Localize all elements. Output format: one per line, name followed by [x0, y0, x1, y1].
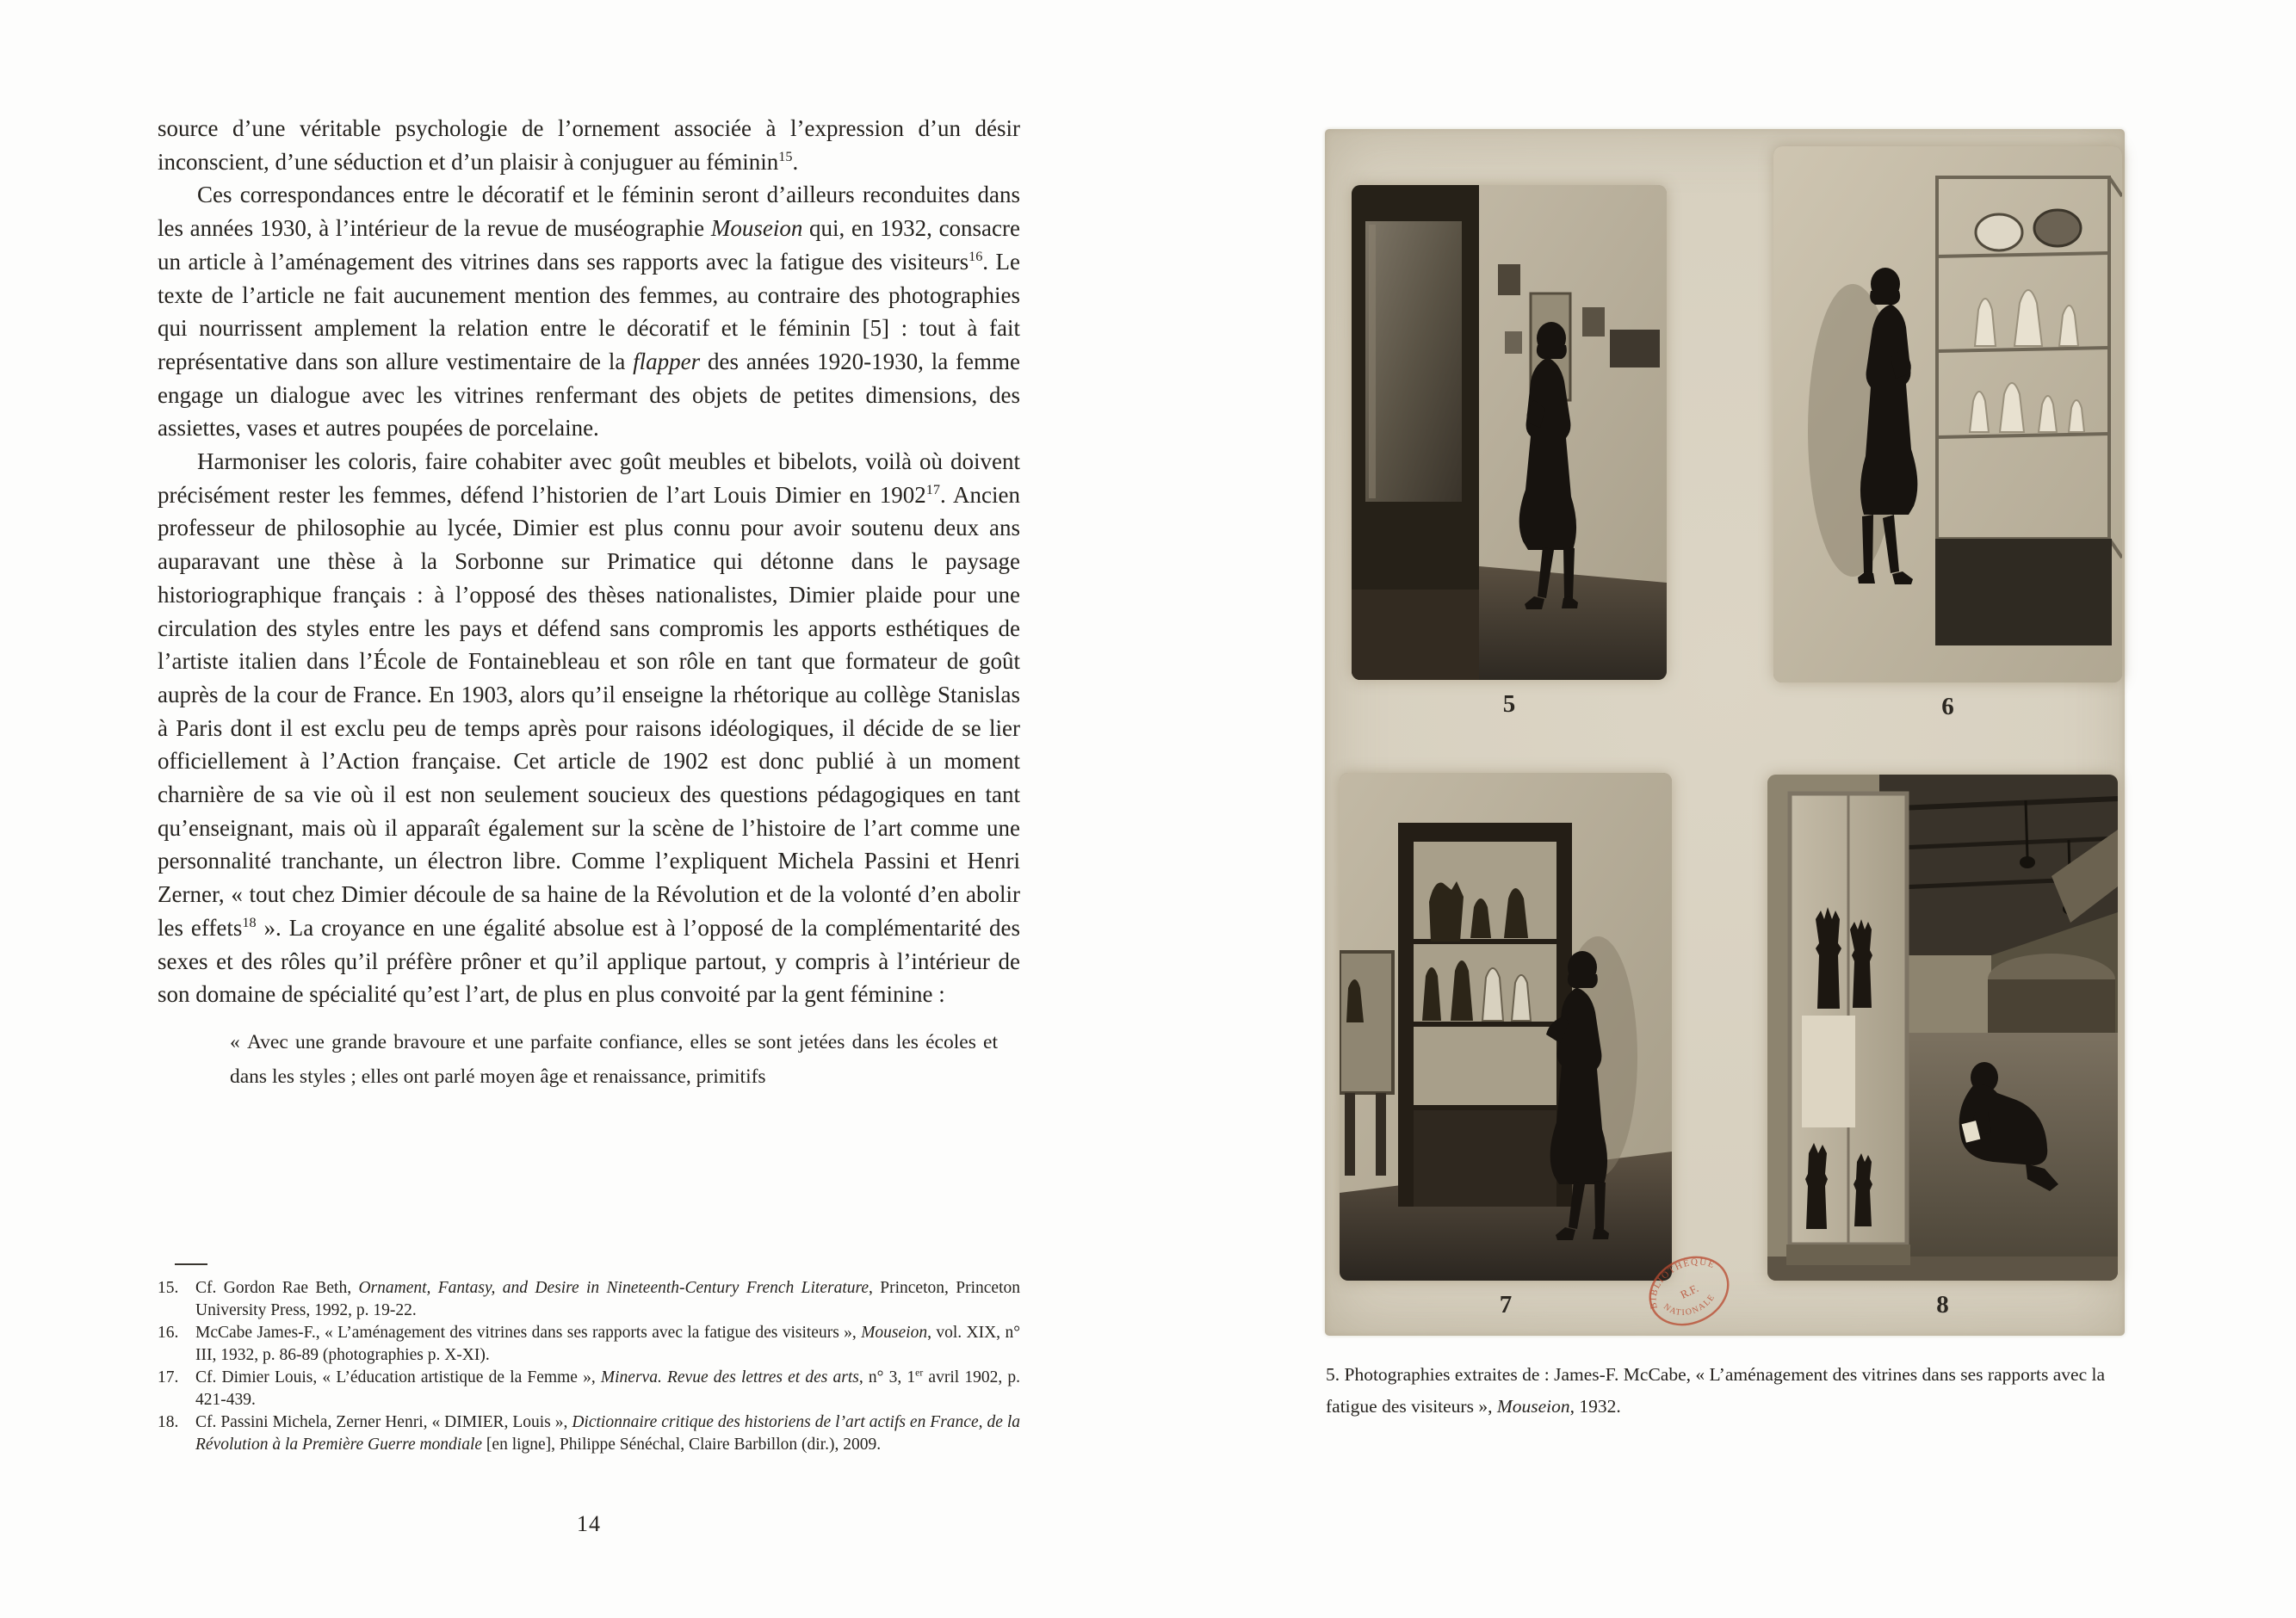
stamp-text-top: BIBLIOTHÈQUE	[1648, 1257, 1717, 1311]
footnote-16	[158, 1322, 1020, 1367]
footnote-text: Cf. Passini Michela, Zerner Henri, « DIMIER, Louis », Dictionnaire critique des historiens de l’art actifs en France, de la Révolution à la Première Guerre mondiale [en ligne], Philippe Sénéchal, Claire Barbillon (dir.), 2009.	[195, 1413, 1020, 1454]
footnote-15	[158, 1277, 1020, 1322]
page-number: 14	[577, 1511, 601, 1536]
footnote-number: 18.	[158, 1413, 179, 1431]
figure-5	[1352, 185, 1667, 718]
footnote-text: Cf. Gordon Rae Beth, Ornament, Fantasy, and Desire in Nineteenth-Century French Literature, Princeton, Princeton University Press, 1992, p. 19-22.	[195, 1279, 1020, 1319]
figure-7-illustration	[1340, 773, 1672, 1281]
figure-5-photo	[1352, 185, 1667, 680]
footnote-number: 15.	[158, 1279, 179, 1297]
footnotes-block	[158, 1263, 1020, 1456]
figure-6-illustration	[1773, 146, 2122, 682]
left-page-text-column	[158, 112, 1020, 1094]
photo-plate-page	[1325, 129, 2125, 1336]
figure-6-photo	[1773, 146, 2122, 682]
body-paragraph: source d’une véritable psychologie de l’ornement associée à l’expression d’un désir inconscient, d’une séduction et d’un plaisir à conjuguer au féminin$^{15}$.	[158, 115, 1020, 175]
plate-caption: 5. Photographies extraites de : James-F. McCabe, « L’aménagement des vitrines dans ses rapports avec la fatigue des visiteurs », Mouseion, 1932.	[1326, 1364, 2106, 1417]
footnote-text: Cf. Dimier Louis, « L’éducation artistique de la Femme », Minerva. Revue des lettres et des arts, n° 3, 1er avril 1902, p. 421-439.	[195, 1367, 1020, 1409]
figure-6-number: 6	[1941, 693, 1954, 720]
figure-6	[1773, 146, 2122, 720]
body-paragraph: Ces correspondances entre le décoratif et le féminin seront d’ailleurs reconduites dans les années 1930, à l’intérieur de la revue de muséographie Mouseion qui, en 1932, consacre un article à l’aménagement des vitrines dans ses rapports avec la fatigue des visiteurs$^{16}$. Le texte de l’article ne fait aucunement mention des femmes, au contraire des photographies qui nourrissent amplement la relation entre le décoratif et le féminin [5] : tout à fait représentative dans son allure vestimentaire de la flapper des années 1920-1930, la femme engage un dialogue avec les vitrines renfermant des objets de petites dimensions, des assiettes, vases et autres poupées de porcelaine.	[158, 182, 1021, 442]
figure-5-number: 5	[1502, 690, 1516, 718]
footnote-18	[158, 1411, 1020, 1456]
figure-8-number: 8	[1936, 1291, 1949, 1318]
stamp-text-bottom: NATIONALE	[1662, 1292, 1717, 1318]
footnote-number: 16.	[158, 1324, 179, 1342]
figure-8	[1767, 775, 2118, 1318]
figure-8-photo	[1767, 775, 2118, 1281]
body-paragraph: Harmoniser les coloris, faire cohabiter avec goût meubles et bibelots, voilà où doivent précisément rester les femmes, défend l’historien de l’art Louis Dimier en 1902$^{17}$. Ancien professeur de philosophie au lycée, Dimier est plus connu pour avoir soutenu deux ans auparavant une thèse à la Sorbonne sur Primatice qui détonne dans le paysage historiographique français : à l’opposé des thèses nationalistes, Dimier plaide pour une circulation des styles entre les pays et défend sans compromis les apports esthétiques de l’artiste italien dans l’École de Fontainebleau et son rôle en tant que formateur de goût auprès de la cour de France. En 1903, alors qu’il enseigne la rhétorique au collège Stanislas à Paris dont il est exclu peu de temps après pour raisons idéologiques, il décide de se lier officiellement à l’Action française. Cet article de 1902 est donc publié à un moment charnière de sa vie où il est non seulement soucieux des questions pédagogiques en tant qu’enseignant, mais où il apparaît également sur la scène de l’histoire de l’art comme une personnalité tranchante, un électron libre. Comme l’expliquent Michela Passini et Henri Zerner, « tout chez Dimier découle de sa haine de la Révolution et de la volonté d’en abolir les effets$^{18}$ ». La croyance en une égalité absolue est à l’opposé de la complémentarité des sexes et des rôles qu’il préfère prôner et qu’il applique partout, y compris à l’intérieur de son domaine de spécialité qu’est l’art, de plus en plus convoité par la gent féminine :	[158, 448, 1020, 1008]
figure-7-number: 7	[1499, 1291, 1513, 1318]
figure-7	[1340, 773, 1672, 1318]
footnote-17	[158, 1367, 1020, 1411]
footnote-divider	[175, 1263, 207, 1265]
footnote-text: McCabe James-F., « L’aménagement des vitrines dans ses rapports avec la fatigue des visiteurs », Mouseion, vol. XIX, n° III, 1932, p. 86-89 (photographies p. X-XI).	[195, 1324, 1020, 1364]
stamp-text-center: R.F.	[1678, 1281, 1701, 1301]
figure-5-illustration	[1352, 185, 1667, 680]
footnote-number: 17.	[158, 1368, 179, 1386]
figure-7-photo	[1340, 773, 1672, 1281]
figure-8-illustration	[1767, 775, 2118, 1281]
blockquote: « Avec une grande bravoure et une parfaite confiance, elles se sont jetées dans les écoles et dans les styles ; elles ont parlé moyen âge et renaissance, primitifs	[230, 1030, 998, 1088]
